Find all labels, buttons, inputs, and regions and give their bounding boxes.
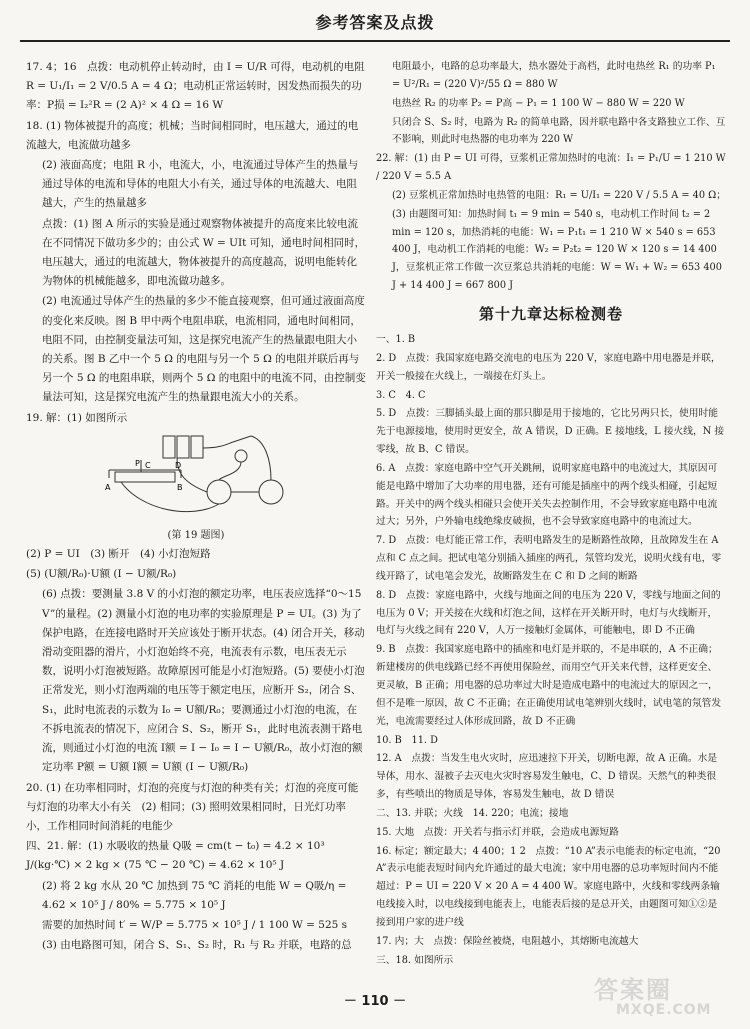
answer-ch-15: 15. 大地 点拨：开关若与指示灯并联，会造成电源短路	[376, 826, 619, 838]
answer-20: 20. (1) 在功率相同时，灯泡的亮度与灯泡的种类有关；灯泡的亮度可能与灯泡的功率大小有关 (2) 相同；(3) 照明效果相同时，日光灯功率小，工作相同时间消耗的电能少	[26, 781, 359, 832]
label-b: B	[177, 482, 183, 492]
circuit-diagram	[101, 430, 291, 526]
answer-19-5: (5) (U额/R₀)·U额 (I − U额/R₀)	[26, 568, 177, 581]
answer-ch-8: 8. D 点拨：家庭电路中，火线与地面之间的电压为 220 V，零线与地面之间的电压为 0 V；开关接在火线和灯泡之间，这样在开关断开时，电灯与火线断开，电灯与火线之间有 220 V，人万一接触灯金属体，可能触电，即 D 不正确	[376, 589, 721, 637]
ammeter	[259, 480, 283, 504]
page-title: 参考答案及点拨	[315, 13, 435, 32]
answer-22-part3: (3) 由题图可知：加热时间 t₁ = 9 min = 540 s，电动机工作时间 t₂ = 2 min = 120 s，加热消耗的电能：W₁ = P₁t₁ = 1 210 W × 540 s = 653 400 J，电动机工作消耗的电能：W₂ = P₂t₂ = 120 W × 120 s = 14 400 J，豆浆机正常工作做一次豆浆总共消耗的电能：W = W₁ + W₂ = 653 400 J + 14 400 J = 667 800 J	[392, 208, 722, 292]
answer-22-part2: (2) 豆浆机正常加热时电热管的电阻：R₁ = U/I₁ = 220 V / 5.5 A = 40 Ω；	[392, 189, 726, 201]
voltmeter	[207, 480, 231, 504]
answer-18-tip1: 点拨：(1) 图 A 所示的实验是通过观察物体被提升的高度来比较电流在不同情况下做功多少的；由公式 W = UIt 可知，通电时间相同时，电压越大，通过的电流越大，物体被提升的高度越高，说明电能转化为物体的机械能越多，即电流做功越多。	[42, 217, 366, 288]
answer-21-part2: (2) 将 2 kg 水从 20 ℃ 加热到 75 ℃ 消耗的电能 W = Q吸/η = 4.62 × 10⁵ J / 80% = 5.775 × 10⁵ J	[42, 879, 347, 911]
answer-19-2: (2) P = UI (3) 断开 (4) 小灯泡短路	[26, 548, 211, 561]
battery-cell-1	[163, 436, 175, 458]
battery-cell-2	[177, 436, 189, 458]
page-number: － 110 －	[343, 994, 407, 1009]
answer-19-head: 19. 解：(1) 如图所示	[26, 411, 128, 424]
answer-19-explanation: (6) 点拨：要测量 3.8 V 的小灯泡的额定功率，电压表应选择“0～15 V”的量程。(2) 测量小灯泡的电功率的实验原理是 P = UI。(3) 为了保护电路，在连接电路时开关应该处于断开状态。(4) 闭合开关，移动滑动变阻器的滑片，小灯泡始终不亮，电流表有示数，电压表无示数，说明小灯泡被短路。故障原因可能是小灯泡短路。(5) 要使小灯泡正常发光，则小灯泡两端的电压等于额定电压，应断开 S₂，闭合 S、S₁，此时电流表的示数为 I₀ = U额/R₀；要测通过小灯泡的电流，在不拆电流表的情况下，应闭合 S、S₂，断开 S₁，此时电流表测干路电流，则通过小灯泡的电流 I额 = I − I₀ = I − U额/R₀，故小灯泡的额定功率 P额 = U额 I额 = U额 (I − U额/R₀)	[42, 588, 365, 774]
answer-ch-7: 7. D 点拨：电灯能正常工作，表明电路发生的是断路性故障，且故障发生在 A 点和 C 点之间。把试电笔分别插入插座的两孔，氖管均发光，说明火线有电，零线开路了，试电笔会发光，故断路发生在 C 和 D 之间的断路	[376, 535, 722, 582]
answer-ch-9: 9. B 点拨：我国家庭电路中的插座和电灯是并联的，不是串联的，A 不正确；新建楼房的供电线路已经不再使用保险丝，而用空气开关来代替，这样更安全、更灵敏，B 正确；用电器的总功率过大时是造成电路中的电流过大的原因之一，但不是唯一原因，故 C 不正确；在正确使用试电笔辨别火线时，试电笔的氖管发光，电流需要经过人体形成回路，故 D 不正确	[376, 644, 722, 727]
answer-18-part1: 18. (1) 物体被提升的高度；机械；当时间相同时，电压越大，通过的电流越大，电流做功越多	[26, 119, 359, 151]
answer-ch-12: 12. A 点拨：当发生电火灾时，应迅速拉下开关，切断电源，故 A 正确。水是导体，用水、湿被子去灭电火灾时容易发生触电，C、D 错误。天然气的种类很多，有些喷出的物质是导体，容易发生触电，故 D 错误	[376, 753, 718, 801]
left-column	[26, 58, 366, 955]
figure-caption: (第 19 题图)	[167, 529, 225, 541]
answer-18-tip2: (2) 电流通过导体产生的热量的多少不能直接观察，但可通过液面高度的变化来反映。图 B 甲中两个电阻串联，电流相同，通电时间相同，电阻不同，由控制变量法可知，这是探究电流产生的热量跟电阻大小的关系。图 B 乙中一个 5 Ω 的电阻与另一个 5 Ω 的电阻并联后再与另一个 5 Ω 的电阻串联，则两个 5 Ω 的电阻中的电流不同，由控制变量法可知，这是探究电流产生的热量跟电流大小的关系。	[42, 295, 366, 404]
answer-ch-6: 6. A 点拨：家庭电路中空气开关跳闸，说明家庭电路中的电流过大，其原因可能是电路中增加了大功率的用电器，还有可能是插座中的两个线头相碰，引起短路。开关中的两个线头相碰只会使开关失去控制作用，不会导致家庭电路中电流过大；另外，户外输电线绝缘皮破损，也不会导致家庭电路中的电流过大。	[376, 462, 718, 528]
answer-22-part1: 22. 解：(1) 由 P = UI 可得，豆浆机正常加热时的电流：I₁ = P₁/U = 1 210 W / 220 V = 5.5 A	[376, 153, 726, 183]
answer-ch-3-4: 3. C 4. C	[376, 389, 426, 401]
rheostat-coil	[115, 472, 175, 482]
header-divider	[20, 40, 730, 42]
right-column	[376, 58, 726, 970]
label-a: A	[105, 482, 111, 492]
answer-18-part2: (2) 液面高度；电阻 R 小，电流大，小，电流通过导体产生的热量与通过导体的电流和导体的电阻大小有关，通过导体的电流越大、电阻越大，产生的热量越多	[42, 159, 359, 210]
answer-ch-16: 16. 标定；额定最大；4 400；1 2 点拨：“10 A”表示电能表的标定电流，“20 A”表示电能表短时间内允许通过的最大电流；家中用电器的总功率短时间内不能超过：P = UI = 220 V × 20 A = 4 400 W。家庭电路中，火线和零线两条输电线接入时，以电线接到电能表上，电能表后接的是总开关，由题图可知①②是接到用户家的进户线	[376, 845, 721, 928]
answer-ch-1: 一、1. B	[376, 333, 416, 345]
lamp	[235, 450, 247, 462]
watermark-url: MXQE.COM	[616, 1002, 712, 1018]
answer-ch-5: 5. D 点拨：三脚插头最上面的那只脚是用于接地的，它比另两只长，使用时能先于电源接地，使用时更安全，故 A 错误，D 正确。E 接地线，L 接火线，N 接零线，故 B、C 错误。	[376, 408, 725, 456]
answer-ch-17: 17. 内；大 点拨：保险丝被烧，电阻越小，其熔断电流越大	[376, 935, 639, 947]
battery-cell-3	[191, 436, 203, 458]
answer-21-part1: 四、21. 解：(1) 水吸收的热量 Q吸 = cm(t − t₀) = 4.2 × 10³ J/(kg·℃) × 2 kg × (75 ℃ − 20 ℃) = 4.62 × 10⁵ J	[26, 840, 325, 872]
rheostat-frame	[109, 470, 181, 478]
chapter-title: 第十九章达标检测卷	[478, 304, 623, 323]
answer-ch-10-11: 10. B 11. D	[376, 734, 438, 746]
answer-21-part6: 电热丝 R₂ 的功率 P₂ = P高 − P₁ = 1 100 W − 880 W = 220 W	[392, 97, 685, 109]
watermark-title: 答案圈	[594, 976, 672, 1004]
switch-lever	[233, 436, 251, 442]
page-header	[20, 0, 730, 46]
answer-21-part7: 只闭合 S、S₂ 时，电路为 R₂ 的简单电路，因并联电路中各支路独立工作、互不影响，则此时电热器的电功率为 220 W	[392, 116, 726, 146]
label-p: P	[135, 458, 140, 468]
answer-17: 17. 4；16 点拨：电动机停止转动时，由 I = U/R 可得，电动机的电阻 R = U₁/I₁ = 2 V/0.5 A = 4 Ω；电动机正常运转时，因发热而损失的功率：P损 = I₂²R = (2 A)² × 4 Ω = 16 W	[26, 61, 365, 112]
label-d: D	[175, 460, 182, 470]
watermark-logo	[586, 970, 736, 1026]
label-c: C	[145, 460, 151, 470]
answer-ch-2: 2. D 点拨：我国家庭电路交流电的电压为 220 V，家庭电路中用电器是并联，开关一般接在火线上，一端接在灯头上。	[376, 352, 721, 382]
answer-ch-13-14: 二、13. 并联；火线 14. 220；电流；接地	[376, 807, 569, 819]
answer-21-part4: (3) 由电路图可知，闭合 S、S₁、S₂ 时，R₁ 与 R₂ 并联，电路的总	[42, 939, 352, 952]
answer-ch-18: 三、18. 如图所示	[376, 954, 454, 966]
connecting-wires	[121, 436, 271, 512]
answer-21-part3: 需要的加热时间 t′ = W/P = 5.775 × 10⁵ J / 1 100 W = 525 s	[42, 918, 348, 931]
answer-21-part5: 电阻最小，电路的总功率最大，热水器处于高档，此时电热丝 R₁ 的功率 P₁ = U²/R₁ = (220 V)²/55 Ω = 880 W	[392, 61, 716, 90]
